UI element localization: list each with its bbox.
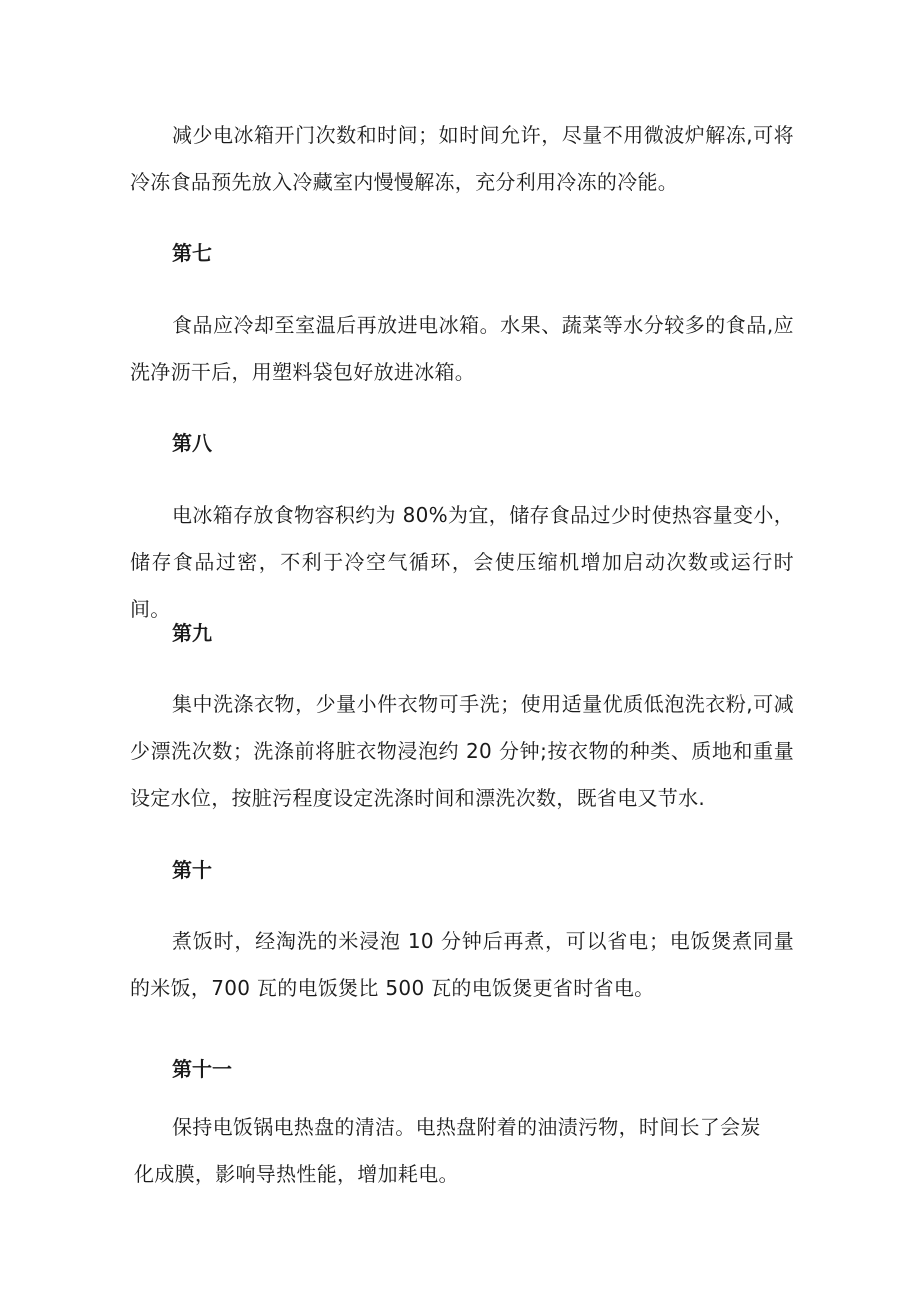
- heading-seventh: 第七: [172, 241, 212, 265]
- paragraph-eighth: 电冰箱存放食物容积约为 80%为宜，储存食品过少时使热容量变小，储存食品过密，不利于冷空气循环，会使压缩机增加启动次数或运行时间。: [130, 503, 794, 621]
- paragraph-eleventh: [130, 1104, 794, 1198]
- paragraph-eleventh-line1: 保持电饭锅电热盘的清洁。电热盘附着的油渍污物，时间长了会炭: [172, 1115, 761, 1139]
- paragraph-eleventh-line2: 化成膜，影响导热性能，增加耗电。: [134, 1162, 459, 1186]
- heading-eleventh: 第十一: [172, 1057, 232, 1081]
- heading-ninth: 第九: [172, 621, 212, 645]
- paragraph-ninth: 集中洗涤衣物，少量小件衣物可手洗；使用适量优质低泡洗衣粉,可减少漂洗次数；洗涤前将脏衣物浸泡约 20 分钟;按衣物的种类、质地和重量设定水位，按脏污程度设定洗涤时间和漂洗次数，既省电又节水.: [130, 692, 794, 810]
- paragraph-tenth: 煮饭时，经淘洗的米浸泡 10 分钟后再煮，可以省电；电饭煲煮同量的米饭，700 瓦的电饭煲比 500 瓦的电饭煲更省时省电。: [130, 929, 794, 1000]
- heading-tenth: 第十: [172, 858, 212, 882]
- paragraph-seventh: 食品应冷却至室温后再放进电冰箱。水果、蔬菜等水分较多的食品,应洗净沥干后，用塑料袋包好放进冰箱。: [130, 313, 794, 384]
- heading-eighth: 第八: [172, 431, 212, 455]
- paragraph-intro: 减少电冰箱开门次数和时间；如时间允许，尽量不用微波炉解冻,可将冷冻食品预先放入冷藏室内慢慢解冻，充分利用冷冻的冷能。: [130, 123, 794, 194]
